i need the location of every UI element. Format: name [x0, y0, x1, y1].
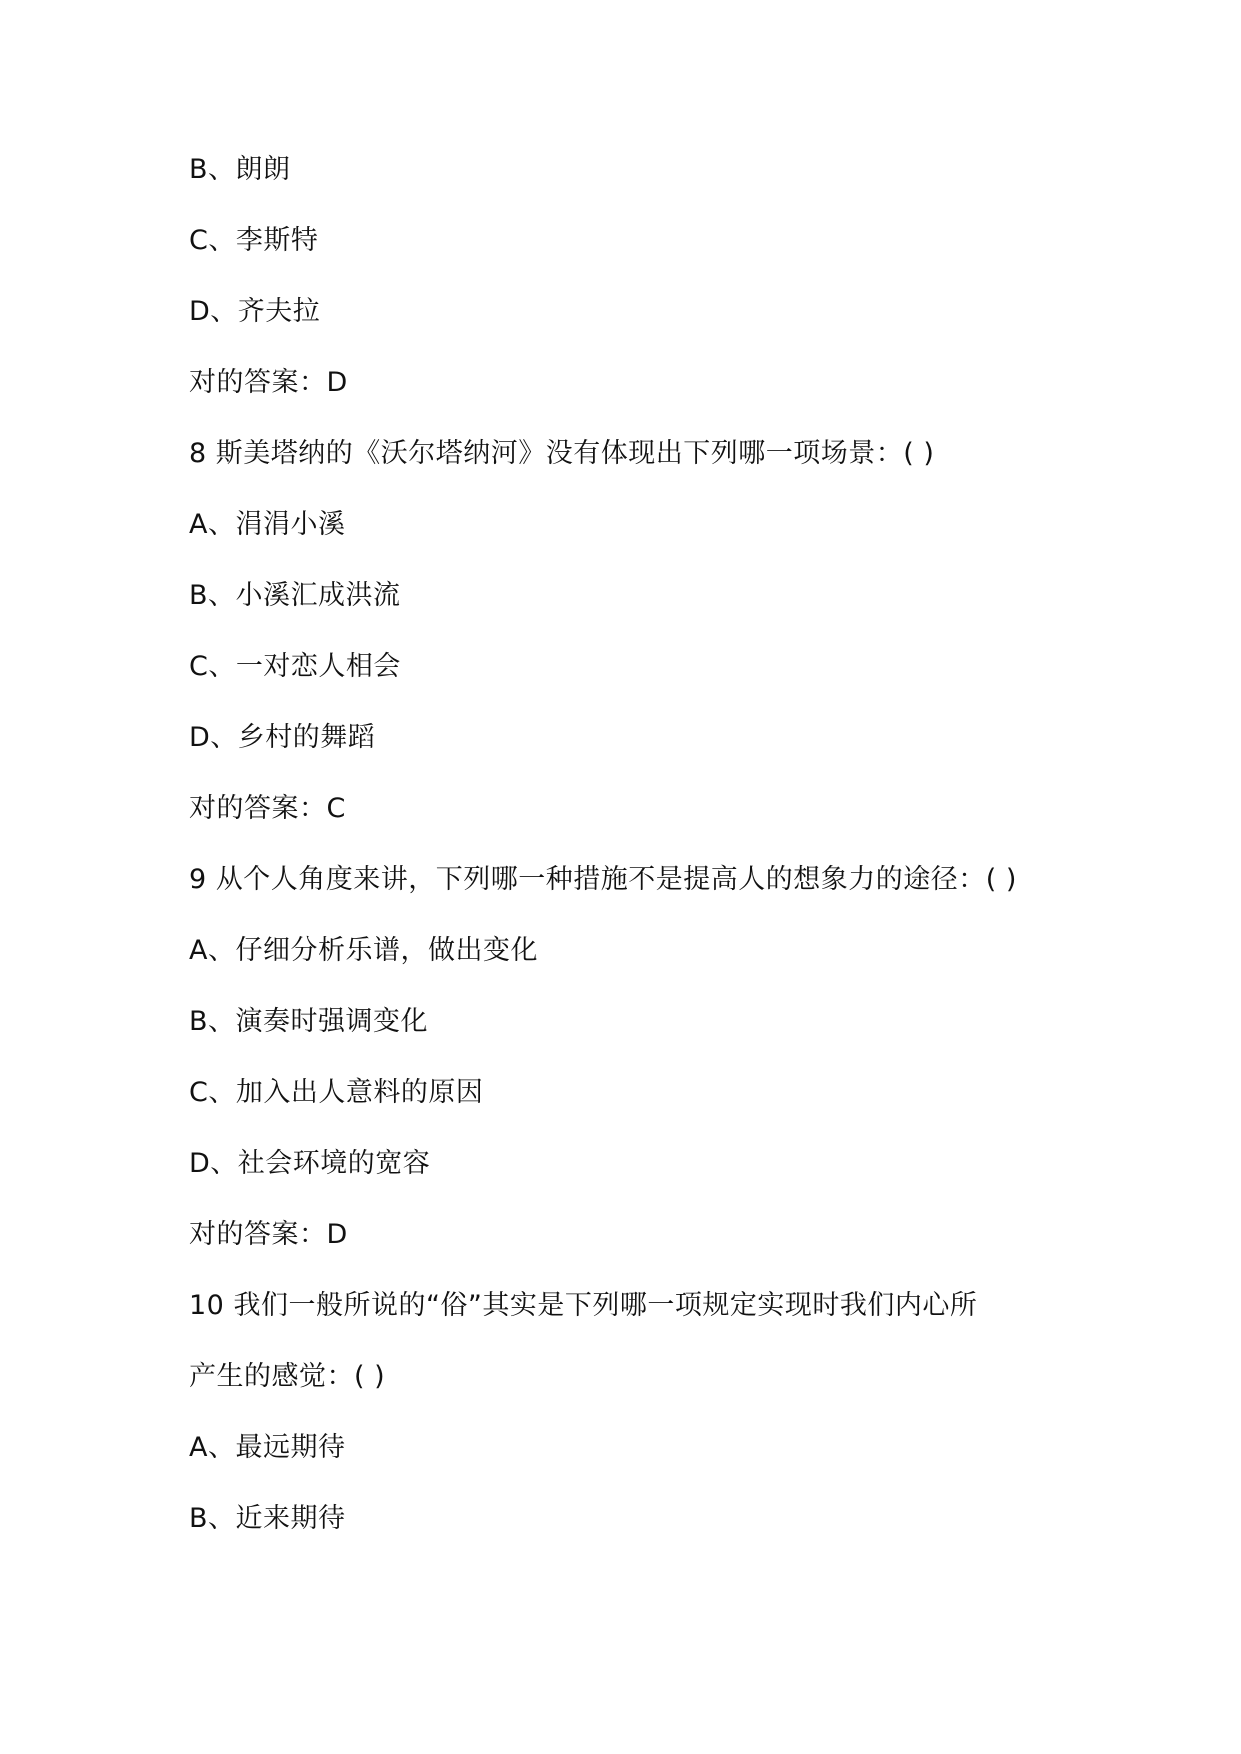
option-a-q10: A、最远期待 — [189, 1432, 346, 1463]
question-8: 8 斯美塔纳的《沃尔塔纳河》没有体现出下列哪一项场景：( ) — [189, 438, 935, 469]
option-c-q7: C、李斯特 — [189, 225, 319, 256]
option-c-q8: C、一对恋人相会 — [189, 651, 401, 682]
option-c-q9: C、加入出人意料的原因 — [189, 1077, 484, 1108]
option-b-q8: B、小溪汇成洪流 — [189, 580, 401, 611]
option-d-q7: D、齐夫拉 — [189, 296, 321, 327]
answer-q8: 对的答案：C — [189, 793, 346, 824]
option-a-q8: A、涓涓小溪 — [189, 509, 346, 540]
option-b-q9: B、演奏时强调变化 — [189, 1006, 429, 1037]
option-d-q9: D、社会环境的宽容 — [189, 1148, 431, 1179]
answer-q7: 对的答案：D — [189, 367, 348, 398]
question-10-line-1: 10 我们一般所说的“俗”其实是下列哪一项规定实现时我们内心所 — [189, 1290, 978, 1321]
option-a-q9: A、仔细分析乐谱，做出变化 — [189, 935, 538, 966]
document-page — [189, 155, 1089, 1575]
option-b-q10: B、近来期待 — [189, 1503, 346, 1534]
question-9: 9 从个人角度来讲，下列哪一种措施不是提高人的想象力的途径：( ) — [189, 864, 1017, 895]
option-d-q8: D、乡村的舞蹈 — [189, 722, 376, 753]
question-10-line-2: 产生的感觉：( ) — [189, 1361, 386, 1392]
answer-q9: 对的答案：D — [189, 1219, 348, 1250]
option-b-q7: B、朗朗 — [189, 154, 291, 185]
